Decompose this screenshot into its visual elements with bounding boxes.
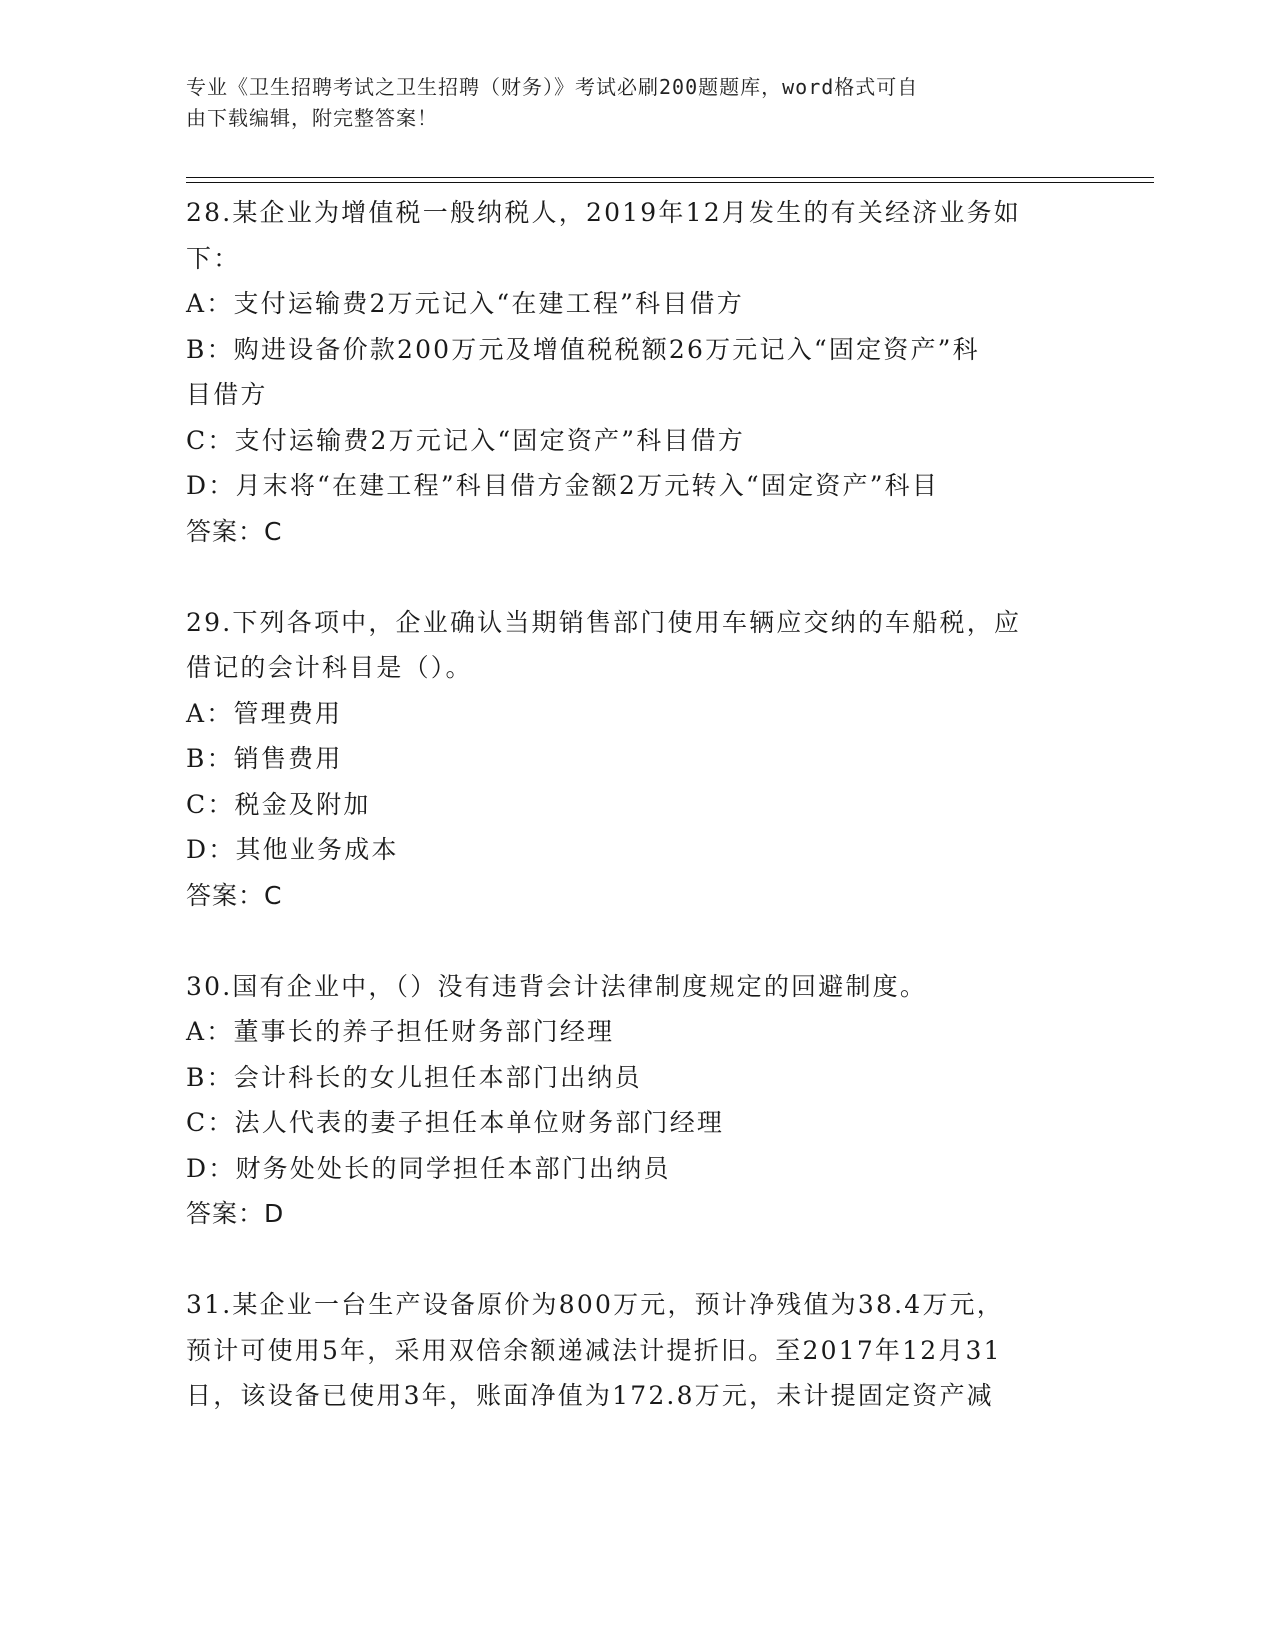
question-answer: 答案：D (186, 1199, 285, 1228)
question-option-line: 目借方 (186, 380, 268, 409)
question-option-line: B：会计科长的女儿担任本部门出纳员 (186, 1062, 642, 1092)
question-stem-line: 下： (186, 243, 241, 273)
question-option-line: C：支付运输费2万元记入“固定资产”科目借方 (186, 425, 745, 455)
question-stem-line: 预计可使用5年，采用双倍余额递减法计提折旧。至2017年12月31 (186, 1335, 1002, 1365)
question-block (186, 1282, 1086, 1419)
document-header (186, 72, 1066, 134)
question-option-line: D：月末将“在建工程”科目借方金额2万元转入“固定资产”科目 (186, 471, 940, 500)
question-block (186, 964, 1086, 1237)
question-option-line: D：财务处处长的同学担任本部门出纳员 (186, 1153, 671, 1183)
header-line-2: 由下载编辑，附完整答案！ (186, 106, 438, 130)
header-divider-bottom (186, 182, 1154, 183)
question-stem-line: 31.某企业一台生产设备原价为800万元，预计净残值为38.4万元， (186, 1290, 1004, 1319)
question-option-line: C：法人代表的妻子担任本单位财务部门经理 (186, 1108, 725, 1137)
question-option-line: A：董事长的养子担任财务部门经理 (186, 1017, 615, 1046)
question-option-line: C：税金及附加 (186, 789, 371, 819)
question-stem-line: 30.国有企业中，（）没有违背会计法律制度规定的回避制度。 (186, 971, 928, 1001)
question-list (186, 190, 1086, 1419)
question-option-line: B：销售费用 (186, 744, 343, 773)
question-option-line: A：管理费用 (186, 698, 343, 728)
question-spacer (186, 1237, 1086, 1283)
header-divider-top (186, 177, 1154, 178)
question-option-line: B：购进设备价款200万元及增值税税额26万元记入“固定资产”科 (186, 334, 980, 364)
question-stem-line: 日，该设备已使用3年，账面净值为172.8万元，未计提固定资产减 (186, 1381, 994, 1410)
question-spacer (186, 918, 1086, 964)
question-block (186, 600, 1086, 919)
question-option-line: D：其他业务成本 (186, 835, 399, 864)
header-line-1: 专业《卫生招聘考试之卫生招聘（财务）》考试必刷200题题库，word格式可自 (186, 75, 919, 99)
question-block (186, 190, 1086, 554)
question-answer: 答案：C (186, 880, 283, 910)
question-spacer (186, 554, 1086, 600)
question-answer: 答案：C (186, 516, 283, 546)
question-stem-line: 28.某企业为增值税一般纳税人，2019年12月发生的有关经济业务如 (186, 198, 1021, 227)
question-option-line: A：支付运输费2万元记入“在建工程”科目借方 (186, 289, 744, 318)
question-stem-line: 29.下列各项中，企业确认当期销售部门使用车辆应交纳的车船税，应 (186, 607, 1022, 637)
question-stem-line: 借记的会计科目是（）。 (186, 653, 473, 682)
